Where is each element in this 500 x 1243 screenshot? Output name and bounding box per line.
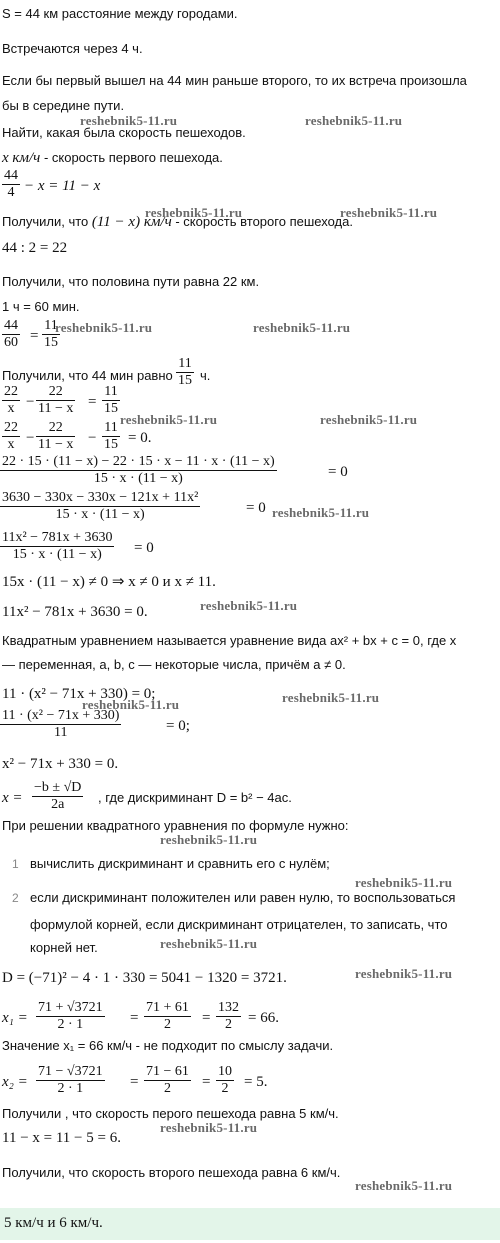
definition-text-2: — переменная, a, b, c — некоторые числа, причём a ≠ 0. bbox=[2, 657, 346, 672]
equals-sign: = bbox=[130, 1010, 139, 1026]
x2-fraction-difference: $\frac{71 - 61}{2}$ bbox=[146, 1064, 189, 1096]
half-distance-calc: 44 : 2 = 22 bbox=[2, 240, 68, 256]
second-speed-line: Получили, что (11 − x) км/ч - скорость второго пешехода. bbox=[2, 214, 353, 230]
watermark: reshebnik5-11.ru bbox=[160, 832, 258, 847]
equals-sign: = bbox=[130, 1074, 139, 1090]
x2-result: = 5. bbox=[244, 1074, 268, 1090]
fraction-simplified: $\frac{\text{11x² − 781x + 3630}}{15 \cdot x \cdot (11 - x)}$ bbox=[2, 530, 113, 562]
hours-unit: ч. bbox=[200, 368, 211, 383]
question-text: Найти, какая была скорость пешеходов. bbox=[2, 125, 246, 140]
equals-zero: = 0 bbox=[328, 464, 348, 480]
list-item-2-line-2: формулой корней, если дискриминант отрицателен, то записать, что bbox=[30, 917, 448, 932]
equals-zero: = 0 bbox=[246, 500, 266, 516]
factored-equation: 11 · (x² − 71x + 330) = 0; bbox=[2, 686, 156, 702]
hour-minutes: 1 ч = 60 мин. bbox=[2, 299, 80, 314]
equals-sign: = bbox=[30, 328, 39, 344]
fraction-22-x: $\frac{22}{x}$ bbox=[4, 420, 18, 452]
discriminant-calc: D = (−71)² − 4 · 1 · 330 = 5041 − 1320 = 3721. bbox=[2, 970, 287, 986]
watermark: reshebnik5-11.ru bbox=[160, 936, 258, 951]
definition-text-1: Квадратным уравнением называется уравнение вида ax² + bx + c = 0, где x bbox=[2, 633, 457, 648]
first-speed-line: x км/ч - скорость первого пешехода. bbox=[2, 150, 223, 166]
fraction-expanded-numerator: $\frac{\text{3630 − 330x − 330x − 121x + 11x²}}{15 \cdot x \cdot (11 - x)}$ bbox=[2, 490, 199, 522]
list-marker-2: 2 bbox=[12, 891, 19, 905]
watermark: reshebnik5-11.ru bbox=[80, 113, 178, 128]
condition-meeting-time: Встречаются через 4 ч. bbox=[2, 41, 143, 56]
discriminant-formula: , где дискриминант D = b² − 4ac. bbox=[98, 790, 292, 805]
equals-zero: = 0 bbox=[134, 540, 154, 556]
answer-text: 5 км/ч и 6 км/ч. bbox=[4, 1215, 103, 1231]
fraction-44-60: $\frac{44}{60}$ bbox=[4, 318, 18, 350]
algorithm-intro: При решении квадратного уравнения по формуле нужно: bbox=[2, 818, 349, 833]
watermark: reshebnik5-11.ru bbox=[320, 412, 418, 427]
list-item-1: вычислить дискриминант и сравнить его с нулём; bbox=[30, 856, 330, 871]
minus-sign: − bbox=[26, 430, 35, 446]
list-item-2-line-1: если дискриминант положителен или равен нулю, то воспользоваться bbox=[30, 890, 456, 905]
watermark: reshebnik5-11.ru bbox=[305, 113, 403, 128]
minus-sign: − bbox=[88, 430, 97, 446]
fraction-11-15: $\frac{11}{15}$ bbox=[104, 420, 118, 452]
equals-sign: = bbox=[202, 1074, 211, 1090]
minus-sign: − bbox=[26, 394, 35, 410]
minutes-to-hours-text: Получили, что 44 мин равно bbox=[2, 368, 173, 383]
equals-zero: = 0. bbox=[128, 430, 152, 446]
equals-sign: = bbox=[88, 394, 97, 410]
watermark: reshebnik5-11.ru bbox=[200, 598, 298, 613]
x2-label: x₂ = bbox=[2, 1074, 28, 1090]
watermark: reshebnik5-11.ru bbox=[55, 320, 153, 335]
x1-fraction-sum: $\frac{71 + 61}{2}$ bbox=[146, 1000, 189, 1032]
watermark: reshebnik5-11.ru bbox=[282, 690, 380, 705]
fraction-11-15: $\frac{11}{15}$ bbox=[44, 318, 58, 350]
quadratic-equation: 11x² − 781x + 3630 = 0. bbox=[2, 604, 148, 620]
equation-half-time: − x = 11 − x bbox=[24, 178, 101, 194]
fraction-11-15: $\frac{11}{15}$ bbox=[104, 384, 118, 416]
x2-fraction-10: $\frac{10}{2}$ bbox=[218, 1064, 232, 1096]
watermark: reshebnik5-11.ru bbox=[145, 205, 243, 220]
fraction-22-11-x: $\frac{22}{11 - x}$ bbox=[38, 384, 74, 416]
fraction-22-11-x: $\frac{22}{11 - x}$ bbox=[38, 420, 74, 452]
root-formula-label: x = bbox=[2, 790, 23, 806]
watermark: reshebnik5-11.ru bbox=[120, 412, 218, 427]
half-distance-result: Получили, что половина пути равна 22 км. bbox=[2, 274, 260, 289]
equals-zero: = 0; bbox=[166, 718, 190, 734]
watermark: reshebnik5-11.ru bbox=[160, 1120, 258, 1135]
fraction-common-denominator: $\frac{22 \cdot 15 \cdot (11 - x) - 22 \cdot 15 \cdot x - 11 \cdot x \cdot (11 - x)}{15 \cdot x \cdot (11 - x)}$ bbox=[2, 454, 275, 486]
watermark: reshebnik5-11.ru bbox=[272, 505, 370, 520]
fraction-divide-by-11: $\frac{\text{11 · (x² − 71x + 330)}}{11}$ bbox=[2, 708, 120, 740]
x1-rejected: Значение x₁ = 66 км/ч - не подходит по смыслу задачи. bbox=[2, 1038, 334, 1053]
reduced-equation: x² − 71x + 330 = 0. bbox=[2, 756, 119, 772]
watermark: reshebnik5-11.ru bbox=[355, 875, 453, 890]
watermark: reshebnik5-11.ru bbox=[355, 1178, 453, 1193]
x1-result: = 66. bbox=[248, 1010, 279, 1026]
list-item-2-line-3: корней нет. bbox=[30, 940, 98, 955]
equals-sign: = bbox=[202, 1010, 211, 1026]
x1-fraction-sqrt: $\frac{71 + √3721}{2 \cdot 1}$ bbox=[38, 1000, 103, 1032]
second-speed-calc: 11 − x = 11 − 5 = 6. bbox=[2, 1130, 121, 1146]
domain-restriction: 15x · (11 − x) ≠ 0 ⇒ x ≠ 0 и x ≠ 11. bbox=[2, 574, 216, 590]
fraction-44-4: $\frac{44}{4}$ bbox=[4, 168, 18, 200]
condition-text-2: бы в середине пути. bbox=[2, 98, 125, 113]
condition-distance: S = 44 км расстояние между городами. bbox=[2, 6, 238, 21]
first-speed-result: Получили , что скорость перого пешехода равна 5 км/ч. bbox=[2, 1106, 339, 1121]
x1-label: x₁ = bbox=[2, 1010, 28, 1026]
watermark: reshebnik5-11.ru bbox=[340, 205, 438, 220]
watermark: reshebnik5-11.ru bbox=[253, 320, 351, 335]
watermark: reshebnik5-11.ru bbox=[82, 697, 180, 712]
root-formula-fraction: $\frac{-b \pm √D}{2a}$ bbox=[34, 780, 82, 812]
list-marker-1: 1 bbox=[12, 857, 19, 871]
fraction-22-x: $\frac{22}{x}$ bbox=[4, 384, 18, 416]
answer-box bbox=[0, 1208, 500, 1240]
x2-fraction-sqrt: $\frac{71 - √3721}{2 \cdot 1}$ bbox=[38, 1064, 103, 1096]
x1-fraction-132: $\frac{132}{2}$ bbox=[218, 1000, 239, 1032]
second-speed-result: Получили, что скорость второго пешехода равна 6 км/ч. bbox=[2, 1165, 341, 1180]
watermark: reshebnik5-11.ru bbox=[355, 966, 453, 981]
fraction-11-15-hours: $\frac{11}{15}$ bbox=[178, 356, 192, 388]
condition-text-1: Если бы первый вышел на 44 мин раньше второго, то их встреча произошла bbox=[2, 73, 467, 88]
